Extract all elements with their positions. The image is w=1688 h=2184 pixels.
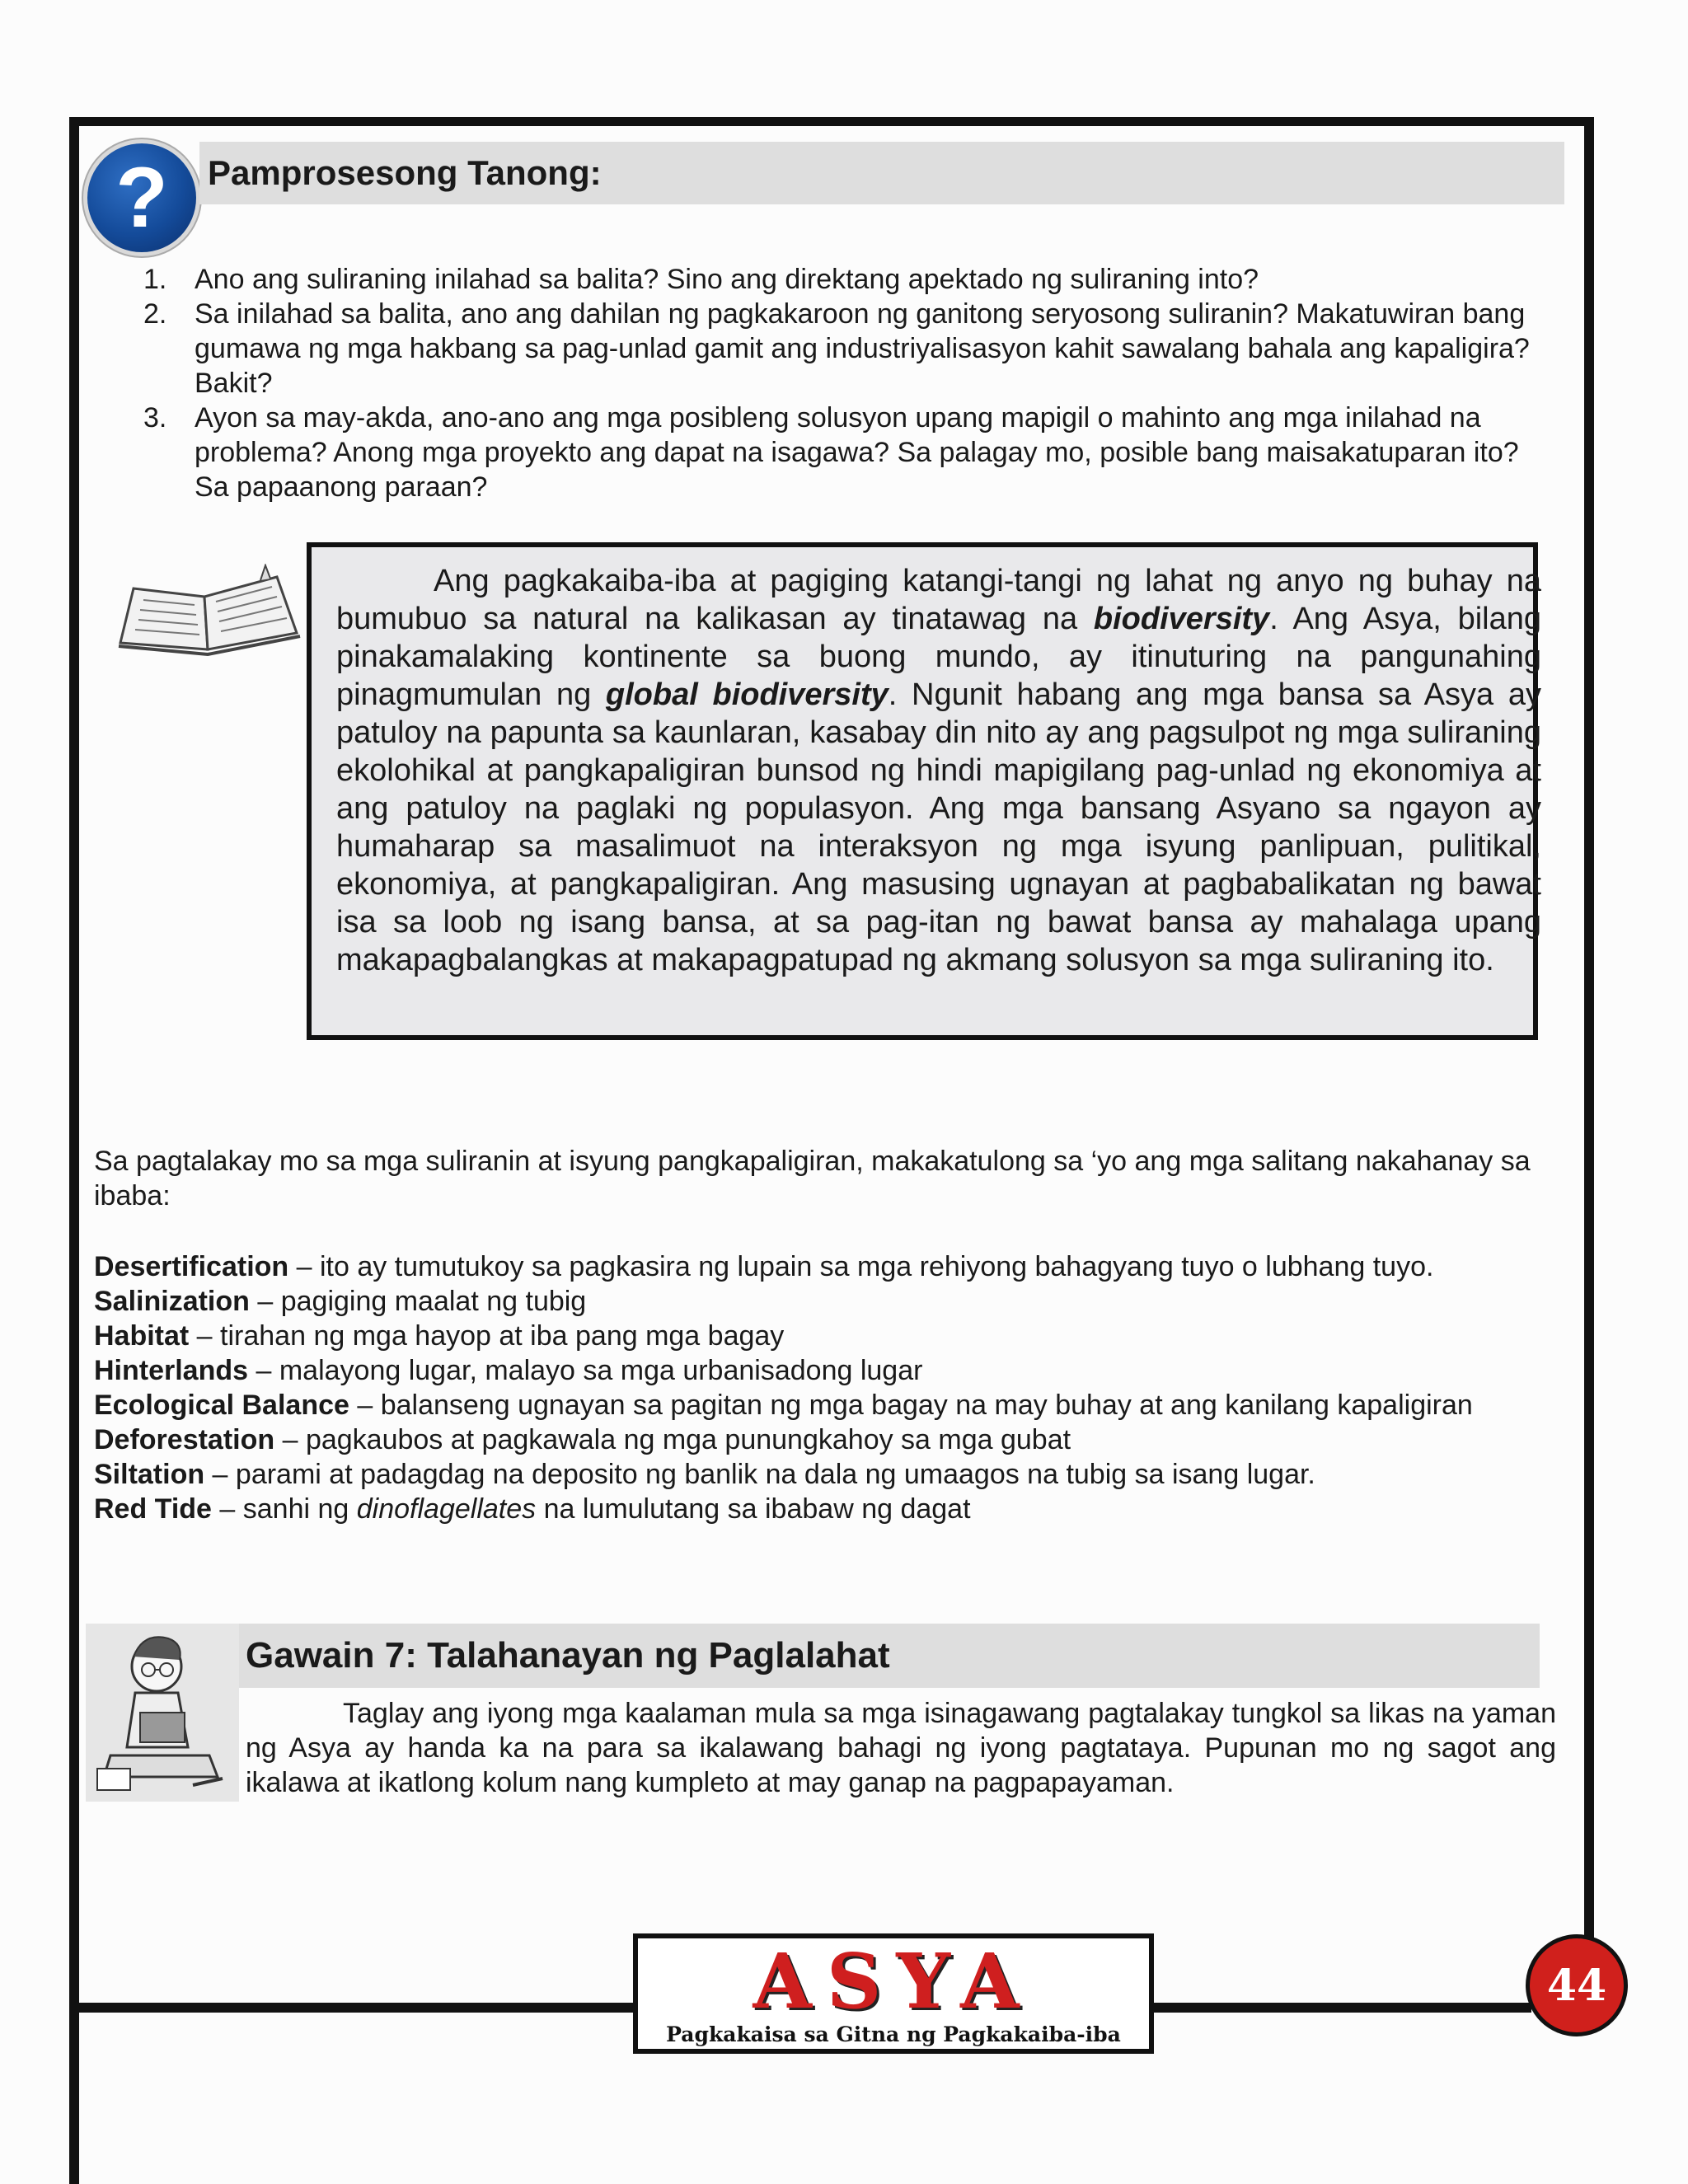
open-book-icon [115, 564, 303, 663]
glossary-term: Siltation [94, 1459, 205, 1490]
question-number: 2. [143, 298, 167, 330]
biodiversity-text-1: Ang pagkakaiba-iba at pagiging katangi-tangi ng lahat ng anyo ng buhay na bumubuo sa natural na kalikasan ay tinatawag na [336, 564, 1541, 636]
question-number: 1. [143, 264, 167, 295]
question-mark-icon: ? [87, 143, 196, 252]
glossary-item [94, 1457, 1561, 1492]
biodiversity-text-3: . Ngunit habang ang mga bansa sa Asya ay patuloy na papunta sa kaunlaran, kasabay din nito ay ang pagsulpot ng mga suliraning ekolohikal at pangkapaligiran bunsod ng hindi mapigilang pag-unlad ng ekonomiya at ang patuloy na paglaki ng populasyon. Ang mga bansang Asyano sa ngayon ay humaharap sa masalimuot na interaksyon ng mga isyung panlipuan, pulitikal, ekonomiya, at pangkapaligiran. Ang masusing ugnayan at pagbabalikatan ng bawat isa sa loob ng isang bansa, at sa pag-itan ng bawat bansa ay mahalaga upang makapagbalangkas at makapagpatupad ng akmang solusyon sa mga suliraning ito. [336, 677, 1541, 977]
asya-logo-subtitle: Pagkakaisa sa Gitna ng Pagkakaiba-iba [666, 2022, 1121, 2046]
page-frame-left [69, 117, 79, 2184]
glossary-definition: na lumulutang sa ibabaw ng dagat [536, 1493, 971, 1525]
glossary-definition: – pagkaubos at pagkawala ng mga punungkahoy sa mga gubat [274, 1424, 1071, 1455]
glossary-term: Deforestation [94, 1424, 275, 1455]
glossary-term: Hinterlands [94, 1355, 249, 1386]
glossary-definition: – ito ay tumutukoy sa pagkasira ng lupain sa mga rehiyong bahagyang tuyo o lubhang tuyo. [288, 1251, 1434, 1282]
glossary-term: Salinization [94, 1286, 250, 1317]
question-text: Ayon sa may-akda, ano-ano ang mga posibleng solusyon upang mapigil o mahinto ang mga inilahad na problema? Anong mga proyekto ang dapat na isagawa? Sa palagay mo, posible bang maisakatuparan ito? Sa papaanong paraan? [195, 402, 1519, 503]
glossary-definition: – balanseng ugnayan sa pagitan ng mga bagay na may buhay at ang kanilang kapaligiran [349, 1390, 1473, 1421]
question-text: Ano ang suliraning inilahad sa balita? Sino ang direktang apektado ng suliraning into? [195, 264, 1259, 295]
glossary-definition: – sanhi ng [211, 1493, 357, 1525]
gawain7-text: Taglay ang iyong mga kaalaman mula sa mga isinagawang pagtalakay tungkol sa likas na yaman ng Asya ay handa ka na para sa ikalawang bahagi ng iyong pagtataya. Pupunan mo ng sagot ang ikalawa at ikatlong kolum nang kumpleto at may ganap na pagpapayaman. [246, 1698, 1556, 1798]
question-item [138, 262, 1556, 297]
question-text: Sa inilahad sa balita, ano ang dahilan ng pagkakaroon ng ganitong seryosong suliranin? Makatuwiran bang gumawa ng mga hakbang sa pag-unlad gamit ang industriyalisasyon kahit sawalang bahala ang kapaligira? Bakit? [195, 298, 1530, 399]
question-list [138, 262, 1556, 504]
glossary-item [94, 1422, 1561, 1457]
page-frame-bottom-left [69, 2003, 638, 2013]
page-frame-right [1584, 117, 1594, 2014]
glossary-term: Red Tide [94, 1493, 212, 1525]
question-number: 3. [143, 402, 167, 434]
glossary-term: Ecological Balance [94, 1390, 349, 1421]
biodiversity-box [307, 542, 1542, 1040]
glossary-item [94, 1319, 1561, 1353]
page-frame-top [69, 117, 1594, 126]
glossary-definition: – malayong lugar, malayo sa mga urbanisadong lugar [248, 1355, 923, 1386]
student-reading-icon [86, 1624, 239, 1802]
glossary-list [94, 1249, 1561, 1526]
glossary-item [94, 1492, 1561, 1526]
glossary-item [94, 1388, 1561, 1422]
pamprosesong-header [199, 142, 1564, 204]
glossary-item [94, 1353, 1561, 1388]
asya-logo [633, 1933, 1154, 2054]
pamprosesong-title: Pamprosesong Tanong: [208, 153, 602, 192]
glossary-definition: – parami at padagdag na deposito ng banlik na dala ng umaagos na tubig sa isang lugar. [204, 1459, 1315, 1490]
page-frame-bottom-right [1152, 2003, 1531, 2013]
glossary-definition: – tirahan ng mga hayop at iba pang mga bagay [189, 1320, 785, 1352]
glossary-definition: – pagiging maalat ng tubig [249, 1286, 587, 1317]
glossary-term: Desertification [94, 1251, 289, 1282]
gawain7-title: Gawain 7: Talahanayan ng Paglalahat [246, 1635, 890, 1675]
gawain7-header [239, 1624, 1540, 1688]
asya-logo-title: ASYA [753, 1937, 1034, 2026]
question-item [138, 297, 1556, 401]
glossary-definition-italic: dinoflagellates [356, 1493, 537, 1525]
page-number-badge: 44 [1530, 1938, 1624, 2032]
glossary-item [94, 1249, 1561, 1284]
biodiversity-term: biodiversity [1093, 602, 1270, 636]
glossary-item [94, 1284, 1561, 1319]
student-illustration [86, 1624, 239, 1802]
terms-intro: Sa pagtalakay mo sa mga suliranin at isyung pangkapaligiran, makakatulong sa ‘yo ang mga salitang nakahanay sa ibaba: [94, 1146, 1531, 1212]
question-item [138, 401, 1556, 504]
glossary-term: Habitat [94, 1320, 190, 1352]
global-biodiversity-term: global biodiversity [605, 677, 889, 712]
gawain7-instructions [246, 1696, 1556, 1800]
biodiversity-paragraph [336, 562, 1541, 979]
biodiversity-text-2: . Ang Asya, bilang pinakamalaking kontinente sa buong mundo, ay itinuturing na pangunahing pinagmumulan ng [336, 602, 1542, 712]
